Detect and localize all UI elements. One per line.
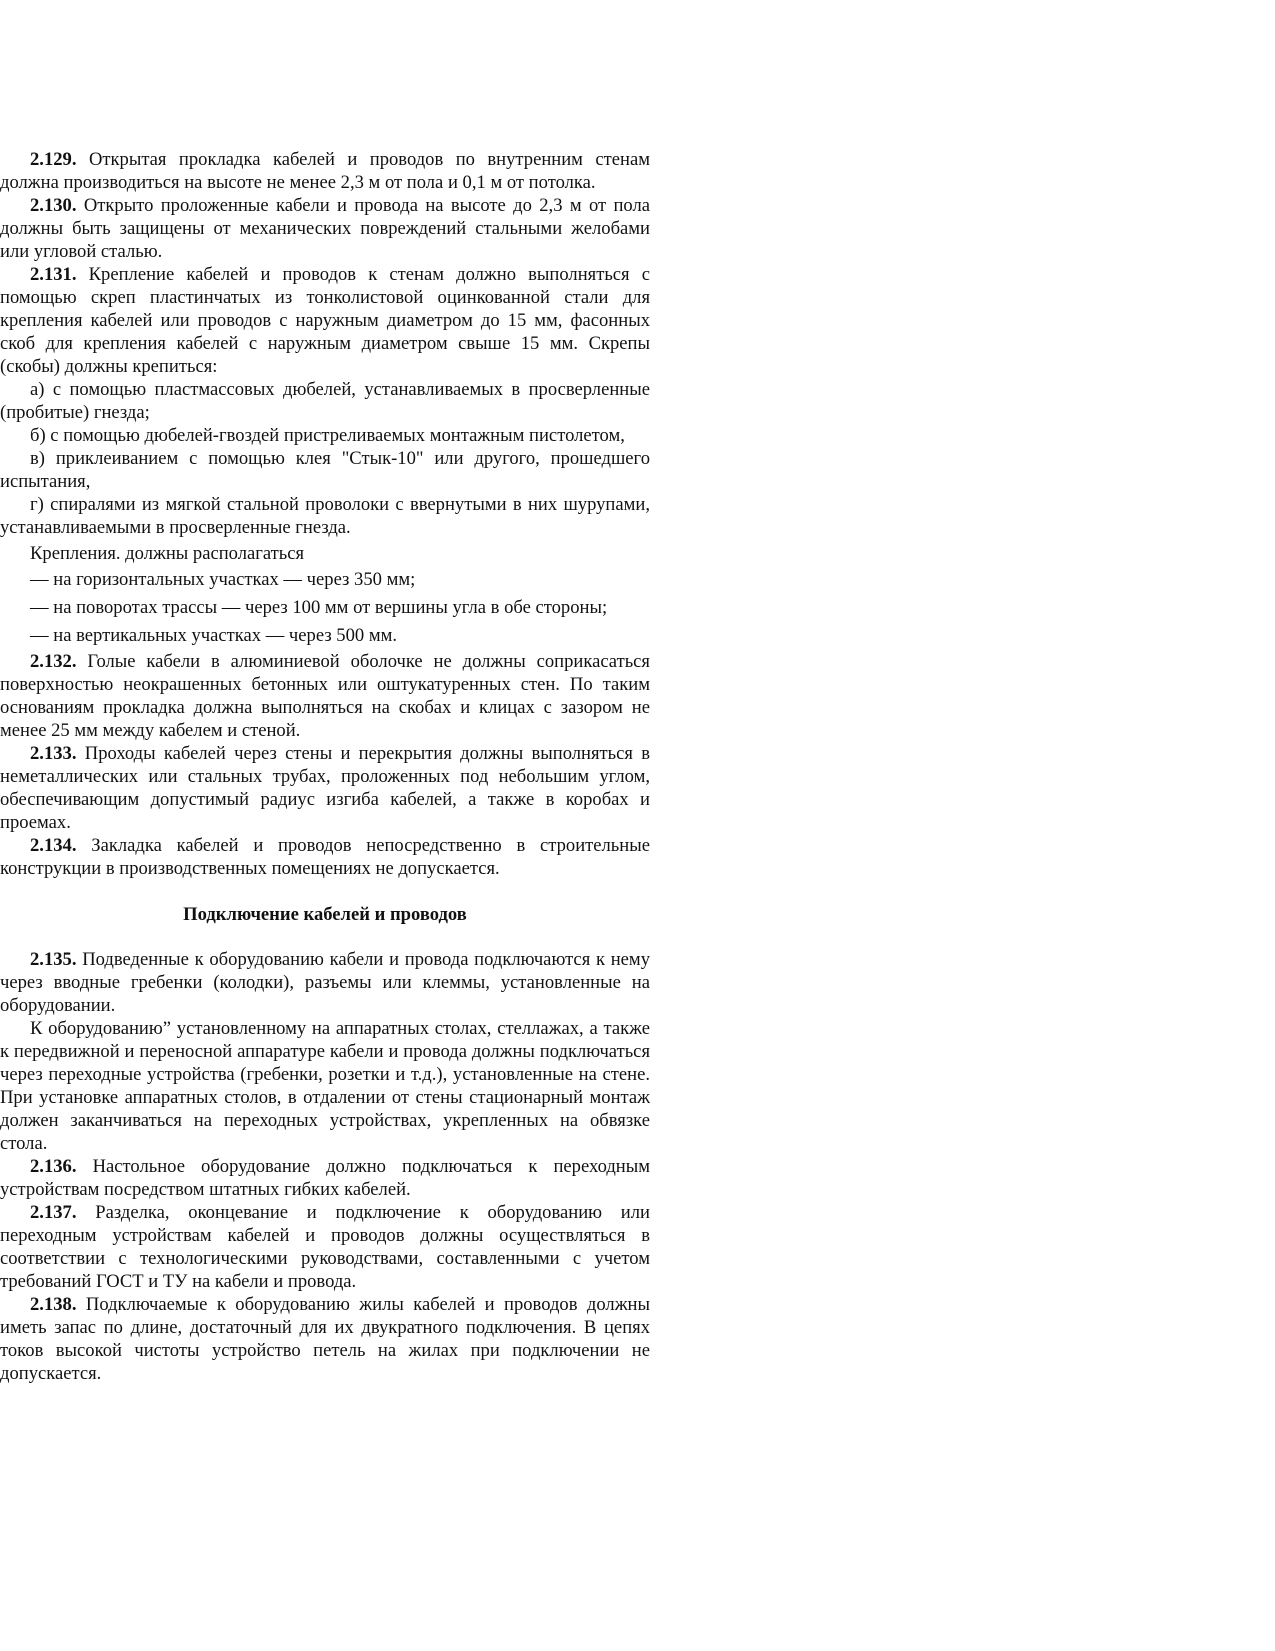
paragraph-text: Настольное оборудование должно подключаться к переходным устройствам посредством штатных гибких кабелей. <box>0 1156 651 1200</box>
paragraph-text: г) спиралями из мягкой стальной проволоки с ввернутыми в них шурупами, устанавливаемыми в просверленные гнезда. <box>0 494 650 538</box>
paragraph-text: Крепления. должны располагаться <box>30 543 305 564</box>
paragraph-text: б) с помощью дюбелей-гвоздей пристреливаемых монтажным пистолетом, <box>30 425 625 446</box>
paragraph-text: Подведенные к оборудованию кабели и провода подключаются к нему через вводные гребенки (колодки), разъемы или клеммы, установленные на оборудовании. <box>0 949 650 1016</box>
paragraph-2-133 <box>0 742 650 834</box>
clause-number: 2.130. <box>30 195 77 216</box>
list-item-a <box>0 378 650 424</box>
paragraph-2-137 <box>0 1201 650 1293</box>
clause-number: 2.133. <box>30 743 77 764</box>
paragraph-text: Открытая прокладка кабелей и проводов по внутренним стенам должна производиться на высоте не менее 2,3 м от пола и 0,1 м от потолка. <box>0 149 650 193</box>
clause-number: 2.138. <box>30 1294 77 1315</box>
paragraph-2-129 <box>0 148 650 194</box>
list-item-g <box>0 493 650 539</box>
paragraph-2-131 <box>0 263 650 378</box>
clause-number: 2.135. <box>30 949 77 970</box>
paragraph-2-132 <box>0 650 650 742</box>
section-heading: Подключение кабелей и проводов <box>183 904 467 925</box>
paragraph-text: — на вертикальных участках — через 500 мм. <box>30 625 398 646</box>
paragraph-2-135 <box>0 948 650 1017</box>
paragraph-text: в) приклеиванием с помощью клея "Стык-10" или другого, прошедшего испытания, <box>0 448 650 492</box>
fastening-turns <box>0 596 650 619</box>
clause-number: 2.132. <box>30 651 77 672</box>
list-item-v <box>0 447 650 493</box>
paragraph-2-138 <box>0 1293 650 1385</box>
paragraph-text: Крепление кабелей и проводов к стенам должно выполняться с помощью скреп пластинчатых из тонколистовой оцинкованной стали для крепления кабелей или проводов с наружным диаметром до 15 мм, фасонных скоб для крепления кабелей с наружным диаметром свыше 15 мм. Скрепы (скобы) должны крепиться: <box>0 264 650 377</box>
paragraph-text: — на поворотах трассы — через 100 мм от вершины угла в обе стороны; <box>30 597 608 618</box>
paragraph-text: Разделка, оконцевание и подключение к оборудованию или переходным устройствам кабелей и проводов должны осуществляться в соответствии с технологическими руководствами, составленными с учетом требований ГОСТ и ТУ на кабели и провода. <box>0 1202 650 1292</box>
clause-number: 2.136. <box>30 1156 77 1177</box>
list-item-b <box>0 424 650 447</box>
document-page <box>0 148 650 1385</box>
clause-number: 2.131. <box>30 264 77 285</box>
paragraph-equipment-stands <box>0 1017 650 1155</box>
paragraph-2-130 <box>0 194 650 263</box>
paragraph-text: К оборудованию” установленному на аппаратных столах, стеллажах, а также к передвижной и переносной аппаратуре кабели и провода должны подключаться через переходные устройства (гребенки, розетки и т.д.), установленные на стене. При установке аппаратных столов, в отдалении от стены стационарный монтаж должен заканчиваться на переходных устройствах, укрепленных на обвязке стола. <box>0 1018 650 1154</box>
paragraph-text: Проходы кабелей через стены и перекрытия должны выполняться в неметаллических или стальных трубах, проложенных под небольшим углом, обеспечивающим допустимый радиус изгиба кабелей, а также в коробах и проемах. <box>0 743 650 833</box>
clause-number: 2.129. <box>30 149 77 170</box>
clause-number: 2.134. <box>30 835 77 856</box>
fastening-intro <box>0 542 650 565</box>
paragraph-2-136 <box>0 1155 650 1201</box>
fastening-horizontal <box>0 568 650 591</box>
paragraph-text: Закладка кабелей и проводов непосредственно в строительные конструкции в производственных помещениях не допускается. <box>0 835 650 879</box>
paragraph-text: Голые кабели в алюминиевой оболочке не должны соприкасаться поверхностью неокрашенных бетонных или оштукатуренных стен. По таким основаниям прокладка должна выполняться на скобах и клицах с зазором не менее 25 мм между кабелем и стеной. <box>0 651 650 741</box>
clause-number: 2.137. <box>30 1202 77 1223</box>
paragraph-text: — на горизонтальных участках — через 350 мм; <box>30 569 416 590</box>
paragraph-text: Подключаемые к оборудованию жилы кабелей и проводов должны иметь запас по длине, достаточный для их двукратного подключения. В цепях токов высокой чистоты устройство петель на жилах при подключении не допускается. <box>0 1294 650 1384</box>
paragraph-2-134 <box>0 834 650 880</box>
paragraph-text: Открыто проложенные кабели и провода на высоте до 2,3 м от пола должны быть защищены от механических повреждений стальными желобами или угловой сталью. <box>0 195 650 262</box>
fastening-vertical <box>0 624 650 647</box>
paragraph-text: а) с помощью пластмассовых дюбелей, устанавливаемых в просверленные (пробитые) гнезда; <box>0 379 650 423</box>
